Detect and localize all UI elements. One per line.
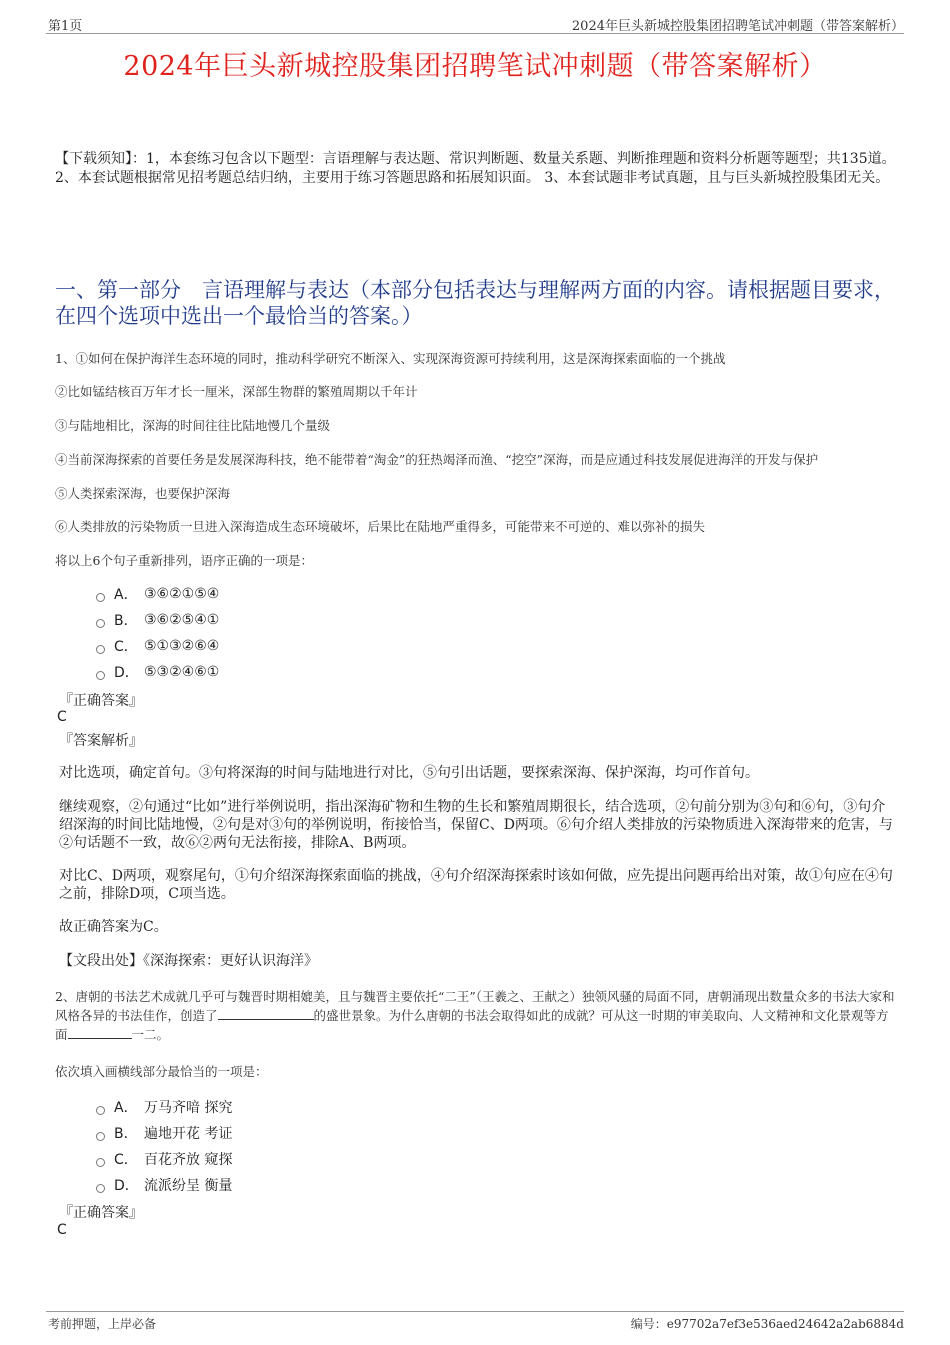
q1-answer: C xyxy=(57,709,67,725)
q2-option-d[interactable] xyxy=(96,1175,232,1195)
q1-line-1: 1、①如何在保护海洋生态环境的同时，推动科学研究不断深入、实现深海资源可持续利用，这是深海探索面临的一个挑战 xyxy=(55,351,726,366)
radio-icon[interactable] xyxy=(96,1158,105,1167)
q1-analysis-p3: 对比C、D两项，观察尾句，①句介绍深海探索面临的挑战，④句介绍深海探索时该如何做，应先提出问题再给出对策，故①句应在④句之前，排除D项，C项当选。 xyxy=(59,868,893,902)
q2-answer-label: 『正确答案』 xyxy=(59,1205,143,1221)
radio-icon[interactable] xyxy=(96,1184,105,1193)
q1-answer-label: 『正确答案』 xyxy=(59,693,143,709)
q1-analysis-label: 『答案解析』 xyxy=(59,733,143,749)
q1-line-6: ⑥人类排放的污染物质一旦进入深海造成生态环境破坏，后果比在陆地严重得多，可能带来不可逆的、难以弥补的损失 xyxy=(55,519,706,534)
section-heading: 一、第一部分 言语理解与表达（本部分包括表达与理解两方面的内容。请根据题目要求，在四个选项中选出一个最恰当的答案。） xyxy=(55,278,895,328)
q2-option-c[interactable] xyxy=(96,1149,232,1169)
option-text: ③⑥②⑤④① xyxy=(144,612,220,628)
answer-blank-1 xyxy=(218,1007,314,1020)
q1-option-c[interactable] xyxy=(96,636,219,656)
radio-icon[interactable] xyxy=(96,645,105,654)
radio-icon[interactable] xyxy=(96,619,105,628)
radio-icon[interactable] xyxy=(96,1106,105,1115)
option-text: 流派纷呈 衡量 xyxy=(144,1178,233,1194)
option-text: ⑤①③②⑥④ xyxy=(144,638,220,654)
option-text: 遍地开花 考证 xyxy=(144,1126,233,1142)
q1-line-3: ③与陆地相比，深海的时间往往比陆地慢几个量级 xyxy=(55,418,331,433)
radio-icon[interactable] xyxy=(96,593,105,602)
option-text: ③⑥②①⑤④ xyxy=(144,586,220,602)
option-text: 百花齐放 窥探 xyxy=(144,1152,233,1168)
radio-icon[interactable] xyxy=(96,671,105,680)
q1-analysis-p2: 继续观察，②句通过“比如”进行举例说明，指出深海矿物和生物的生长和繁殖周期很长，结合选项，②句前分别为③句和⑥句，③句介绍深海的时间比陆地慢，②句是对③句的举例说明，衔接恰当，保留C、D两项。⑥句介绍人类排放的污染物质进入深海带来的危害，与②句话题不一致，故⑥②两句无法衔接，排除A、B两项。 xyxy=(59,799,893,851)
q2-stem-part-1: 2、唐朝的书法艺术成就几乎可与魏晋时期相媲美，且与魏晋主要依托“二王”（王羲之、王献之）独领风骚的局面不同，唐朝涌现出数量众多的书法大家和风格各异的书法佳作，创造了 xyxy=(55,989,895,1023)
q1-source: 【文段出处】《深海探索：更好认识海洋》 xyxy=(59,953,318,969)
page-number: 第1页 xyxy=(48,19,83,34)
option-letter: C． xyxy=(114,1152,138,1168)
option-letter: B． xyxy=(114,1126,138,1142)
q1-line-2: ②比如锰结核百万年才长一厘米，深部生物群的繁殖周期以千年计 xyxy=(55,384,418,399)
q1-option-a[interactable] xyxy=(96,584,219,604)
footer-slogan: 考前押题，上岸必备 xyxy=(48,1317,157,1331)
q1-line-5: ⑤人类探索深海，也要保护深海 xyxy=(55,486,231,501)
radio-icon[interactable] xyxy=(96,1132,105,1141)
footer-document-id: 编号：e97702a7ef3e536aed24642a2ab6884d xyxy=(630,1317,904,1331)
q1-option-b[interactable] xyxy=(96,610,219,630)
option-letter: A． xyxy=(114,1100,138,1116)
option-letter: D． xyxy=(114,665,139,681)
q2-stem-part-2: 的盛世景象。为什么唐朝的书法会取得如此的成就？可从这一时期的审美取向、人文精神和文化景观等方面 xyxy=(55,1008,889,1042)
page-title: 2024年巨头新城控股集团招聘笔试冲刺题（带答案解析） xyxy=(123,51,827,82)
q2-option-a[interactable] xyxy=(96,1097,232,1117)
q1-analysis-p1: 对比选项，确定首句。③句将深海的时间与陆地进行对比，⑤句引出话题，要探索深海、保护深海，均可作首句。 xyxy=(59,765,759,781)
q1-analysis-p4: 故正确答案为C。 xyxy=(59,919,168,935)
q1-option-d[interactable] xyxy=(96,662,219,682)
header-divider xyxy=(46,33,904,34)
option-letter: C． xyxy=(114,639,138,655)
q1-prompt: 将以上6个句子重新排列，语序正确的一项是： xyxy=(55,553,313,568)
q2-stem xyxy=(55,987,900,1044)
option-letter: A． xyxy=(114,587,138,603)
q2-stem-part-3: 一二。 xyxy=(131,1027,170,1042)
q1-line-4: ④当前深海探索的首要任务是发展深海科技，绝不能带着“淘金”的狂热竭泽而渔、“挖空”深海，而是应通过科技发展促进海洋的开发与保护 xyxy=(55,452,819,467)
answer-blank-2 xyxy=(68,1026,132,1039)
option-letter: D． xyxy=(114,1178,139,1194)
download-notice: 【下载须知】：1，本套练习包含以下题型：言语理解与表达题、常识判断题、数量关系题、判断推理题和资料分析题等题型；共135道。 2、本套试题根据常见招考题总结归纳，主要用于练习答题思路和拓展知识面。 3、本套试题非考试真题，且与巨头新城控股集团无关。 xyxy=(55,151,896,186)
option-letter: B． xyxy=(114,613,138,629)
option-text: 万马齐喑 探究 xyxy=(144,1100,233,1116)
q2-option-b[interactable] xyxy=(96,1123,232,1143)
footer-divider xyxy=(46,1311,904,1312)
option-text: ⑤③②④⑥① xyxy=(144,664,220,680)
header-doc-title: 2024年巨头新城控股集团招聘笔试冲刺题（带答案解析） xyxy=(571,19,904,34)
q2-answer: C xyxy=(57,1222,67,1238)
q2-prompt: 依次填入画横线部分最恰当的一项是： xyxy=(55,1064,268,1079)
